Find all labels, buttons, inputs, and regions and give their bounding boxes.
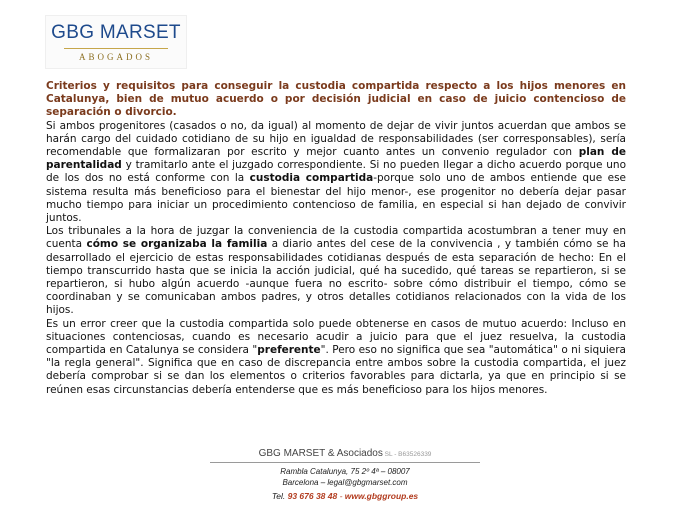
article-body xyxy=(46,80,626,397)
footer-firm-label: GBG MARSET & Asociados xyxy=(258,448,383,459)
footer-address: Rambla Catalunya, 75 2º 4ª – 08007 xyxy=(280,467,410,476)
paragraph-3-bold-preferente: preferente xyxy=(257,344,321,357)
letterhead-footer xyxy=(200,448,490,501)
logo-subtitle: ABOGADOS xyxy=(78,52,153,62)
paragraph-1-bold-custodia: custodia compartida xyxy=(249,172,374,185)
footer-firm-name xyxy=(200,448,490,459)
paragraph-2-text-c: a diario antes del cese de la convivencia , y también cómo se ha desarrollado el ejercicio de estas responsabilidades cotidianas después de esta separación de hecho: En el tiempo transcurrido hasta que se inicia la acción judicial, qué ha sucedido, qué tareas se repartieron, si se repartieron, si hubo algún acuerdo -aunque fuera no escrito- sobre cómo distribuir el tiempo, cómo se coordinaban y se comunicaban ambos padres, y otros detalles cotidianos relacionados con la vida de los hijos. xyxy=(46,238,626,317)
footer-divider xyxy=(210,462,480,463)
paragraph-1-text-c: y tramitarlo ante el juzgado correspondiente. Si no pueden llegar a dicho acuerdo porque uno de los dos no está conforme con la xyxy=(46,159,626,185)
article-title: Criterios y requisitos para conseguir la custodia compartida respecto a los hijos menores en Catalunya, bien de mutuo acuerdo o por decisión judicial en caso de juicio contencioso de separación o divorcio. xyxy=(46,80,626,119)
paragraph-1-bold-plan: plan de parentalidad xyxy=(46,146,626,172)
paragraph-3-text-a: Es un error creer que la custodia compartida solo puede obtenerse en casos de mutuo acuerdo: Incluso en situaciones contenciosas, cuando es necesario acudir a juicio para que el juez resuelva, la custodia compartida en Catalunya se considera " xyxy=(46,317,626,357)
footer-phone[interactable]: 93 676 38 48 xyxy=(287,491,338,501)
paragraph-3-text-c: ". Pero eso no significa que sea "automática" o ni siquiera "la regla general". Significa que en caso de discrepancia entre ambos sobre la custodia compartida, el juez debería comprobar si se dan los elementos o criterios favorables para dictarla, ya que en principio si se reúnen esas circunstancias debería entenderse que es más beneficioso para los hijos menores. xyxy=(46,344,626,396)
paragraph-1 xyxy=(46,120,626,226)
paragraph-1-text-e: -porque solo uno de ambos entiende que ese sistema resulta más beneficioso para el bienestar del hijo menor-, ese progenitor no debería dejar pasar mucho tiempo para iniciar un procedimiento contencioso de familia, en especial si han dejado de convivir juntos. xyxy=(46,172,626,225)
footer-website-link[interactable]: www.gbggroup.es xyxy=(344,491,419,501)
paragraph-2 xyxy=(46,225,626,317)
footer-city-email: Barcelona – legal@gbgmarset.com xyxy=(282,478,408,487)
paragraph-2-text-a: Los tribunales a la hora de juzgar la conveniencia de la custodia compartida acostumbran a tener muy en cuenta xyxy=(46,225,626,251)
logo-wordmark: GBG MARSET xyxy=(51,22,181,43)
paragraph-3 xyxy=(46,318,626,397)
paragraph-2-bold-familia: cómo se organizaba la familia xyxy=(86,238,268,251)
footer-contact xyxy=(200,491,490,501)
footer-separator: - xyxy=(337,491,345,501)
paragraph-1-text-a: Si ambos progenitores (casados o no, da igual) al momento de dejar de vivir juntos acuerdan que ambos se harán cargo del cuidado cotidiano de su hijo en igualdad de responsabilidades (ser corresponsables), sería recomendable que formalizaran por escrito y mejor cuanto antes un convenio regulador con xyxy=(46,119,626,159)
firm-logo xyxy=(45,15,187,69)
footer-tel-label: Tel. xyxy=(271,491,286,501)
footer-registry: SL - B63526339 xyxy=(382,451,432,458)
logo-divider xyxy=(64,48,168,49)
